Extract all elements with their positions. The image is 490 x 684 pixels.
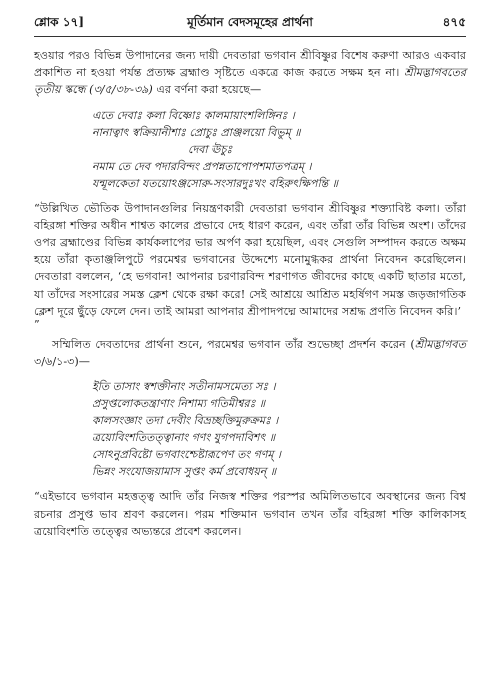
chapter-title: মূর্তিমান বেদসমূহের প্রার্থনা (187, 15, 313, 29)
verse-line: কালসংজ্ঞাং তদা দেবীং বিভ্রচ্ছক্তিমুরুক্রমঃ । (92, 414, 279, 428)
verse-line: এতে দেবাঃ কলা বিষ্ণোঃ কালমায়াংশলিঙ্গিনঃ । (92, 108, 295, 122)
closing-quote-mark: ” (34, 318, 40, 332)
verse-line: নমাম তে দেব পদারবিন্দং প্রপন্নতাপোপশমাতপত্রম্ । (92, 159, 312, 173)
running-header (34, 10, 466, 32)
verse-line: সোঽনুপ্রবিষ্টো ভগবাংশ্চেষ্টারূপেণ তং গণম্ । (92, 448, 281, 462)
verse-line: প্রসুপ্তলোকতন্ত্রাণাং নিশাম্য গতিমীশ্বরঃ ॥ (92, 397, 266, 411)
verse-number: শ্লোক ১৭] (34, 15, 85, 29)
verse-line: ত্রয়োবিংশতিতত্ত্বানাং গণং যুগপদাবিশৎ ॥ (92, 431, 276, 445)
verse-line: নানাত্বাৎ স্বক্রিয়ানীশাঃ প্রোচুঃ প্রাঞ্জলয়ো বিভুম্ ॥ (92, 125, 301, 139)
verse-line: ইতি তাসাং স্বশক্তীনাং সতীনামসমেত্য সঃ । (92, 380, 276, 394)
sanskrit-verse-block (34, 378, 466, 480)
page-number: ৪৭৫ (442, 15, 466, 29)
scripture-reference: শ্রীমদ্ভাগবত (414, 338, 466, 352)
paragraph-lead-in: সম্মিলিত দেবতাদের প্রার্থনা শুনে, পরমেশ্বর ভগবান তাঁর শুভেচ্ছা প্রদর্শন করেন (শ্রীমদ্ভাগবত ৩/৬/১-৩)— (34, 338, 466, 369)
scripture-reference: শ্রীমদ্ভাগবতের তৃতীয় স্কন্ধে (৩/৫/৩৮-৩৯) (34, 66, 467, 97)
verse-line: দেবা ঊচুঃ (188, 142, 233, 156)
paragraph-intro: হওয়ার পরও বিভিন্ন উপাদানের জন্য দায়ী দেবতারা ভগবান শ্রীবিষ্ণুর বিশেষ করুণা আরও একবার প্রকাশিত না হওয়া পর্যন্ত প্রত্যক্ষ ব্রহ্মাণ্ড সৃষ্টিতে একত্রে কাজ করতে সক্ষম হন না। শ্রীমদ্ভাগবতের তৃতীয় স্কন্ধে (৩/৫/৩৮-৩৯) এর বর্ণনা করা হয়েছে— (34, 49, 467, 97)
verse-line: যন্মূলকেতা যতয়োঽঞ্জসোরু-সংসারদুঃখং বহিরুৎক্ষিপন্তি ॥ (92, 176, 338, 190)
sanskrit-verse-block (34, 107, 466, 192)
verse-line: ভিন্নং সংযোজয়ামাস সুপ্তং কর্ম প্রবোধয়ন্ ॥ (92, 465, 277, 479)
translation-quote: “উল্লিখিত ভৌতিক উপাদানগুলির নিয়ন্ত্রণকারী দেবতারা ভগবান শ্রীবিষ্ণুর শক্ত্যাবিষ্ট কলা। তাঁরা বহিরঙ্গা শক্তির অধীন শাশ্বত কালের প্রভাবে দেহ ধারণ করেন, এবং তাঁরা তাঁর বিভিন্ন অংশ। তাঁদের ওপর ব্রহ্মাণ্ডের বিভিন্ন কার্যকলাপের ভার অর্পণ করা হয়েছিল, এবং সেগুলি সম্পাদন করতে অক্ষম হয়ে তাঁরা কৃতাঞ্জলিপুটে পরমেশ্বর ভগবানের উদ্দেশ্যে মনোমুগ্ধকর প্রার্থনা নিবেদন করেছিলেন। দেবতারা বললেন, ‘হে ভগবান! আপনার চরণারবিন্দ শরণাগত জীবদের কাছে একটি ছাতার মতো, যা তাঁদের সংসারের সমস্ত ক্লেশ থেকে রক্ষা করে! সেই আশ্রয়ে আশ্রিত মহর্ষিগণ সমস্ত জড়জাগতিক ক্লেশ দূরে ছুঁড়ে ফেলে দেন। তাই আমরা আপনার শ্রীপাদপদ্মে আমাদের সশ্রদ্ধ প্রণতি নিবেদন করি।’ (34, 201, 466, 318)
header-rule (34, 36, 466, 37)
translation-quote: “এইভাবে ভগবান মহত্তত্ত্ব আদি তাঁর নিজস্ব শক্তির পরস্পর অমিলিতভাবে অবস্থানের জন্য বিশ্ব রচনার প্রসুপ্ত ভাব শ্রবণ করলেন। পরম শক্তিমান ভগবান তখন তাঁর বহিরঙ্গা শক্তি কালিকাসহ ত্রয়োবিংশতি তত্ত্বের অভ্যন্তরে প্রবেশ করলেন। (34, 490, 466, 538)
